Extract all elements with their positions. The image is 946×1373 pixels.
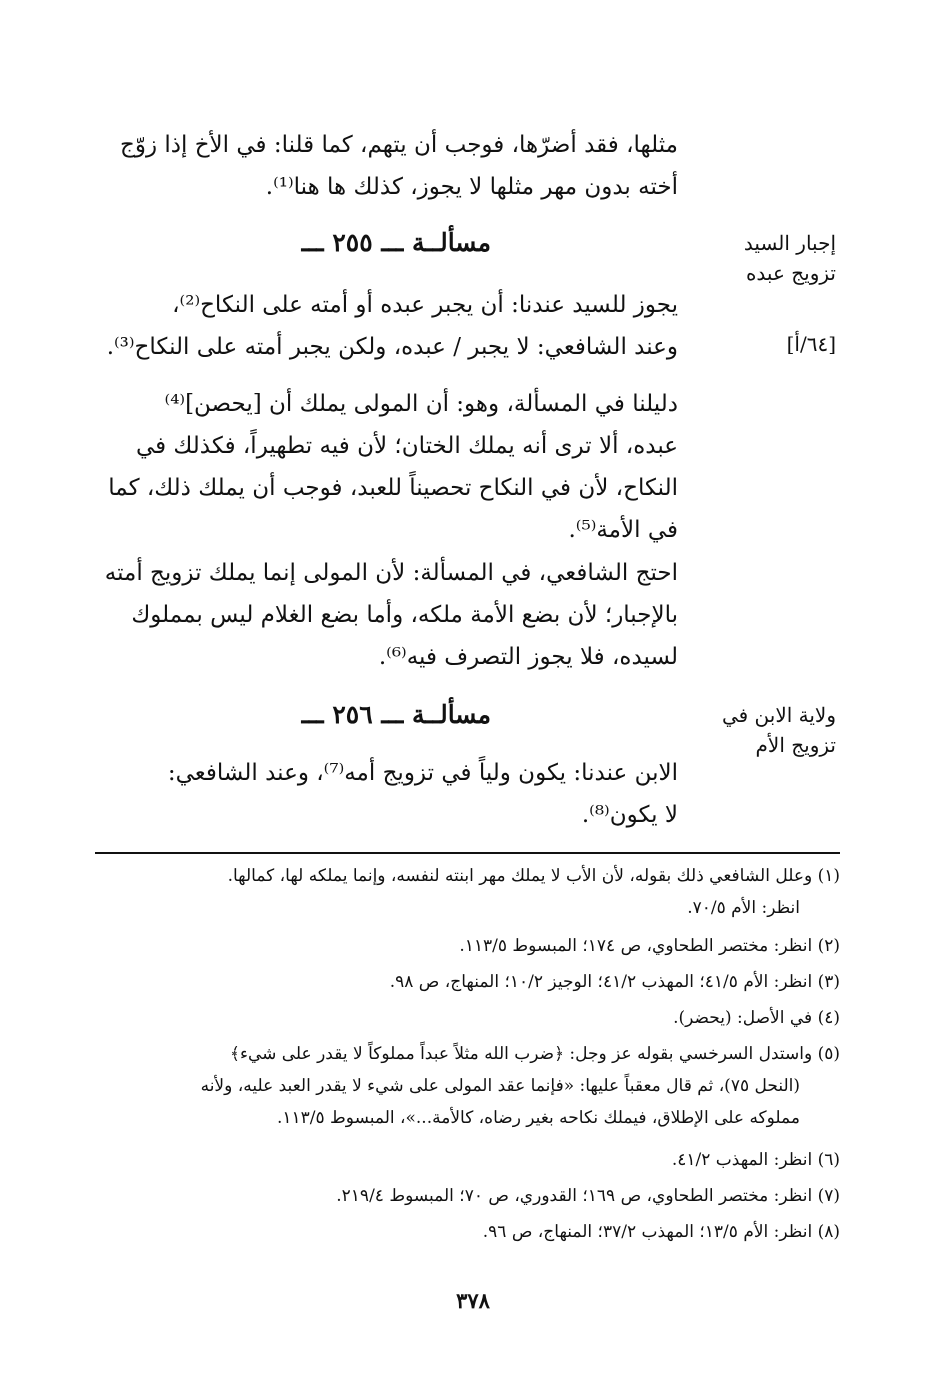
text-line: عبده، ألا ترى أنه يملك الختان؛ لأن فيه تطهيراً، فكذلك في	[135, 433, 678, 459]
text-line: في الأمة⁽⁵⁾.	[568, 517, 678, 543]
folio-reference: [٦٤/أ]	[786, 332, 836, 356]
text-line: وعند الشافعي: لا يجبر / عبده، ولكن يجبر أمته على النكاح⁽³⁾.	[106, 334, 678, 360]
text-line: بالإجبار؛ لأن بضع الأمة ملكه، وأما بضع الغلام ليس بمملوك	[131, 602, 678, 628]
text-line: الابن عندنا: يكون ولياً في تزويج أمه⁽⁷⁾، وعند الشافعي:	[167, 760, 678, 786]
issue-256-statement	[88, 752, 678, 836]
issue-255-evidence	[88, 383, 678, 551]
footnote-line: (٨) انظر: الأم ١٣/٥؛ المهذب ٣٧/٢؛ المنهاج، ص ٩٦.	[482, 1222, 840, 1242]
text-line: أخته بدون مهر مثلها لا يجوز، كذلك ها هنا⁽¹⁾.	[265, 174, 678, 200]
text-line: مثلها، فقد أضرّها، فوجب أن يتهم، كما قلنا: في الأخ إذا زوّج	[120, 132, 678, 158]
margin-note-256	[701, 700, 836, 760]
footnote-line: (٦) انظر: المهذب ٤١/٢.	[671, 1150, 840, 1170]
issue-255-statement	[88, 284, 678, 368]
text-line: النكاح، لأن في النكاح تحصيناً للعبد، فوجب أن يملك ذلك، كما	[108, 475, 678, 501]
footnote-line: (النحل ٧٥)، ثم قال معقباً عليها: «فإنما عقد المولى على شيء لا يقدر العبد عليه، ولأنه	[200, 1076, 800, 1096]
footnote-line: مملوكه على الإطلاق، فيملك نكاحه بغير رضاه، كالأمة...»، المبسوط ١١٣/٥.	[276, 1108, 800, 1128]
footnote-line: انظر: الأم ٧٠/٥.	[687, 898, 800, 918]
issue-heading-255: مسألــة ـــ ٢٥٥ ـــ	[301, 228, 491, 257]
text-line: يجوز للسيد عندنا: أن يجبر عبده أو أمته على النكاح⁽²⁾،	[172, 292, 678, 318]
text-line: احتج الشافعي، في المسألة: لأن المولى إنما يملك تزويج أمته	[104, 560, 678, 586]
footnote-5	[95, 1038, 840, 1134]
footnote-8	[95, 1216, 840, 1248]
margin-note-line: تزويج عبده	[745, 261, 836, 285]
footnote-7	[95, 1180, 840, 1212]
issue-255-shafii-argument	[88, 552, 678, 678]
footnote-line: (٥) واستدل السرخسي بقوله عز وجل: ﴿ضرب الله مثلاً عبداً مملوكاً لا يقدر على شيء﴾	[229, 1044, 840, 1064]
text-line: دليلنا في المسألة، وهو: أن المولى يملك أن [يحصن]⁽⁴⁾	[164, 391, 678, 417]
continuation-paragraph	[88, 124, 678, 208]
page-number: ٣٧٨	[456, 1288, 490, 1313]
footnote-line: (٤) في الأصل: (يحضر).	[673, 1008, 840, 1028]
footnote-2	[95, 930, 840, 962]
text-line: لسيده، فلا يجوز التصرف فيه⁽⁶⁾.	[378, 644, 678, 670]
footnote-separator	[95, 852, 840, 854]
footnote-3	[95, 966, 840, 998]
margin-note-255	[701, 228, 836, 288]
margin-note-line: ولاية الابن في	[721, 703, 836, 727]
footnote-line: (٧) انظر: مختصر الطحاوي، ص ١٦٩؛ القدوري، ص ٧٠؛ المبسوط ٢١٩/٤.	[336, 1186, 840, 1206]
margin-note-line: إجبار السيد	[743, 231, 836, 255]
text-line: لا يكون⁽⁸⁾.	[581, 802, 678, 828]
footnote-line: (٣) انظر: الأم ٤١/٥؛ المهذب ٤١/٢؛ الوجيز ١٠/٢؛ المنهاج، ص ٩٨.	[389, 972, 840, 992]
footnote-1	[95, 860, 840, 924]
footnote-line: (١) وعلل الشافعي ذلك بقوله، لأن الأب لا يملك مهر ابنته لنفسه، وإنما يملكه لها، كمالها.	[227, 866, 840, 886]
issue-heading-256: مسألــة ـــ ٢٥٦ ـــ	[301, 700, 491, 729]
footnote-6	[95, 1144, 840, 1176]
margin-note-line: تزويج الأم	[755, 733, 836, 757]
footnote-line: (٢) انظر: مختصر الطحاوي، ص ١٧٤؛ المبسوط ١١٣/٥.	[459, 936, 840, 956]
footnote-4	[95, 1002, 840, 1034]
